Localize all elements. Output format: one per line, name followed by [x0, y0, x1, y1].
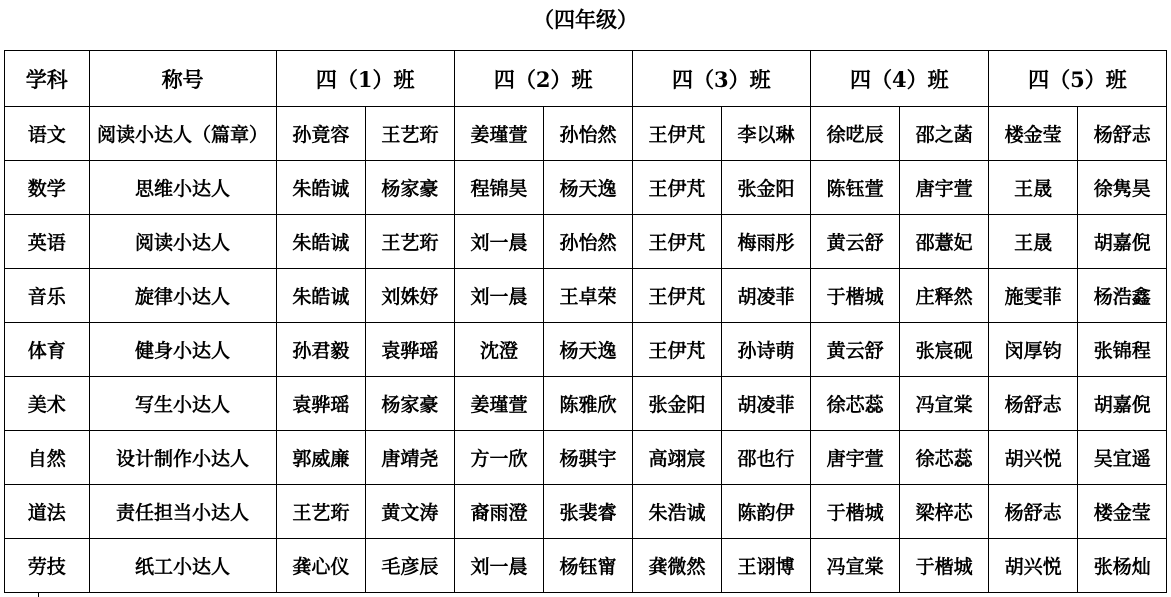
subject-cell: 音乐: [5, 269, 90, 323]
student-name-cell: 于楷城: [810, 269, 900, 323]
student-name-cell: 孙君毅: [276, 323, 366, 377]
student-name-cell: 吴宜遥: [1078, 431, 1167, 485]
student-name-cell: 庄释然: [900, 269, 989, 323]
student-name-cell: 唐宇萱: [900, 161, 989, 215]
student-name-cell: 张金阳: [632, 377, 722, 431]
student-name-cell: 王伊芃: [632, 323, 722, 377]
award-title-cell: 思维小达人: [89, 161, 276, 215]
student-name-cell: 王艺珩: [366, 215, 455, 269]
student-name-cell: 唐靖尧: [366, 431, 455, 485]
header-class-2: 四（2）班: [454, 51, 632, 107]
student-name-cell: 朱皓诚: [276, 161, 366, 215]
student-name-cell: 杨舒志: [988, 485, 1078, 539]
student-name-cell: 张宸砚: [900, 323, 989, 377]
student-name-cell: 邵也行: [722, 431, 811, 485]
student-name-cell: 孙怡然: [544, 107, 633, 161]
award-title-cell: 阅读小达人: [89, 215, 276, 269]
student-name-cell: 施雯菲: [988, 269, 1078, 323]
student-name-cell: 姜瑾萱: [454, 377, 544, 431]
student-name-cell: 孙诗萌: [722, 323, 811, 377]
student-name-cell: 龚微然: [632, 539, 722, 593]
student-name-cell: 刘一晨: [454, 269, 544, 323]
student-name-cell: 李以琳: [722, 107, 811, 161]
student-name-cell: 梁梓芯: [900, 485, 989, 539]
student-name-cell: 朱皓诚: [276, 269, 366, 323]
student-name-cell: 闵厚钧: [988, 323, 1078, 377]
student-name-cell: 冯宣棠: [900, 377, 989, 431]
header-class-1: 四（1）班: [276, 51, 454, 107]
student-name-cell: 胡凌菲: [722, 377, 811, 431]
header-subject: 学科: [5, 51, 90, 107]
student-name-cell: 王艺珩: [276, 485, 366, 539]
student-name-cell: 王伊芃: [632, 215, 722, 269]
student-name-cell: 袁骅瑶: [276, 377, 366, 431]
student-name-cell: 毛彦辰: [366, 539, 455, 593]
student-name-cell: 杨舒志: [1078, 107, 1167, 161]
page-edge-mark: [38, 593, 39, 597]
table-row: [5, 431, 1167, 485]
student-name-cell: 杨钰甯: [544, 539, 633, 593]
table-row: [5, 161, 1167, 215]
student-name-cell: 王艺珩: [366, 107, 455, 161]
student-name-cell: 杨家豪: [366, 377, 455, 431]
student-name-cell: 胡凌菲: [722, 269, 811, 323]
student-name-cell: 龚心仪: [276, 539, 366, 593]
table-row: [5, 269, 1167, 323]
page-title: （四年级）: [533, 7, 638, 32]
student-name-cell: 杨舒志: [988, 377, 1078, 431]
student-name-cell: 程锦昊: [454, 161, 544, 215]
student-name-cell: 高翊宸: [632, 431, 722, 485]
subject-cell: 美术: [5, 377, 90, 431]
student-name-cell: 王诩博: [722, 539, 811, 593]
award-title-cell: 责任担当小达人: [89, 485, 276, 539]
student-name-cell: 陈雅欣: [544, 377, 633, 431]
student-name-cell: 王晟: [988, 215, 1078, 269]
award-title-cell: 写生小达人: [89, 377, 276, 431]
student-name-cell: 徐隽昊: [1078, 161, 1167, 215]
student-name-cell: 裔雨澄: [454, 485, 544, 539]
student-name-cell: 沈澄: [454, 323, 544, 377]
student-name-cell: 朱浩诚: [632, 485, 722, 539]
student-name-cell: 孙竟容: [276, 107, 366, 161]
header-class-3: 四（3）班: [632, 51, 810, 107]
header-title: 称号: [89, 51, 276, 107]
student-name-cell: 冯宣棠: [810, 539, 900, 593]
subject-cell: 英语: [5, 215, 90, 269]
student-name-cell: 刘一晨: [454, 539, 544, 593]
table-body: [5, 107, 1167, 593]
student-name-cell: 胡兴悦: [988, 431, 1078, 485]
student-name-cell: 王晟: [988, 161, 1078, 215]
award-title-cell: 阅读小达人（篇章）: [89, 107, 276, 161]
student-name-cell: 王伊芃: [632, 107, 722, 161]
student-name-cell: 陈韵伊: [722, 485, 811, 539]
student-name-cell: 梅雨彤: [722, 215, 811, 269]
student-name-cell: 刘一晨: [454, 215, 544, 269]
award-title-cell: 旋律小达人: [89, 269, 276, 323]
student-name-cell: 陈钰萱: [810, 161, 900, 215]
student-name-cell: 王伊芃: [632, 269, 722, 323]
student-name-cell: 楼金莹: [1078, 485, 1167, 539]
student-name-cell: 杨天逸: [544, 323, 633, 377]
student-name-cell: 黄云舒: [810, 215, 900, 269]
student-name-cell: 张锦程: [1078, 323, 1167, 377]
student-name-cell: 张杨灿: [1078, 539, 1167, 593]
student-name-cell: 胡嘉倪: [1078, 215, 1167, 269]
student-name-cell: 于楷城: [810, 485, 900, 539]
table-row: [5, 539, 1167, 593]
student-name-cell: 姜瑾萱: [454, 107, 544, 161]
student-name-cell: 徐芯蕊: [900, 431, 989, 485]
student-name-cell: 王伊芃: [632, 161, 722, 215]
award-title-cell: 健身小达人: [89, 323, 276, 377]
subject-cell: 语文: [5, 107, 90, 161]
student-name-cell: 杨浩鑫: [1078, 269, 1167, 323]
table-row: [5, 323, 1167, 377]
student-name-cell: 王卓荣: [544, 269, 633, 323]
header-row: [5, 51, 1167, 107]
student-name-cell: 邵薏妃: [900, 215, 989, 269]
student-name-cell: 杨骐宇: [544, 431, 633, 485]
subject-cell: 劳技: [5, 539, 90, 593]
header-class-5: 四（5）班: [988, 51, 1166, 107]
subject-cell: 道法: [5, 485, 90, 539]
student-name-cell: 唐宇萱: [810, 431, 900, 485]
student-name-cell: 刘姝妤: [366, 269, 455, 323]
student-name-cell: 胡兴悦: [988, 539, 1078, 593]
table-row: [5, 377, 1167, 431]
table-row: [5, 215, 1167, 269]
student-name-cell: 黄文涛: [366, 485, 455, 539]
student-name-cell: 黄云舒: [810, 323, 900, 377]
student-name-cell: 徐芯蕊: [810, 377, 900, 431]
table-row: [5, 485, 1167, 539]
student-name-cell: 朱皓诚: [276, 215, 366, 269]
student-name-cell: 胡嘉倪: [1078, 377, 1167, 431]
subject-cell: 体育: [5, 323, 90, 377]
student-name-cell: 张金阳: [722, 161, 811, 215]
student-name-cell: 孙怡然: [544, 215, 633, 269]
student-name-cell: 杨家豪: [366, 161, 455, 215]
student-name-cell: 方一欣: [454, 431, 544, 485]
student-name-cell: 郭威廉: [276, 431, 366, 485]
award-title-cell: 设计制作小达人: [89, 431, 276, 485]
subject-cell: 数学: [5, 161, 90, 215]
awards-table: [4, 50, 1167, 593]
student-name-cell: 袁骅瑶: [366, 323, 455, 377]
student-name-cell: 楼金莹: [988, 107, 1078, 161]
table-row: [5, 107, 1167, 161]
header-class-4: 四（4）班: [810, 51, 988, 107]
student-name-cell: 徐呓辰: [810, 107, 900, 161]
subject-cell: 自然: [5, 431, 90, 485]
award-title-cell: 纸工小达人: [89, 539, 276, 593]
student-name-cell: 张裴睿: [544, 485, 633, 539]
student-name-cell: 邵之菡: [900, 107, 989, 161]
student-name-cell: 于楷城: [900, 539, 989, 593]
student-name-cell: 杨天逸: [544, 161, 633, 215]
